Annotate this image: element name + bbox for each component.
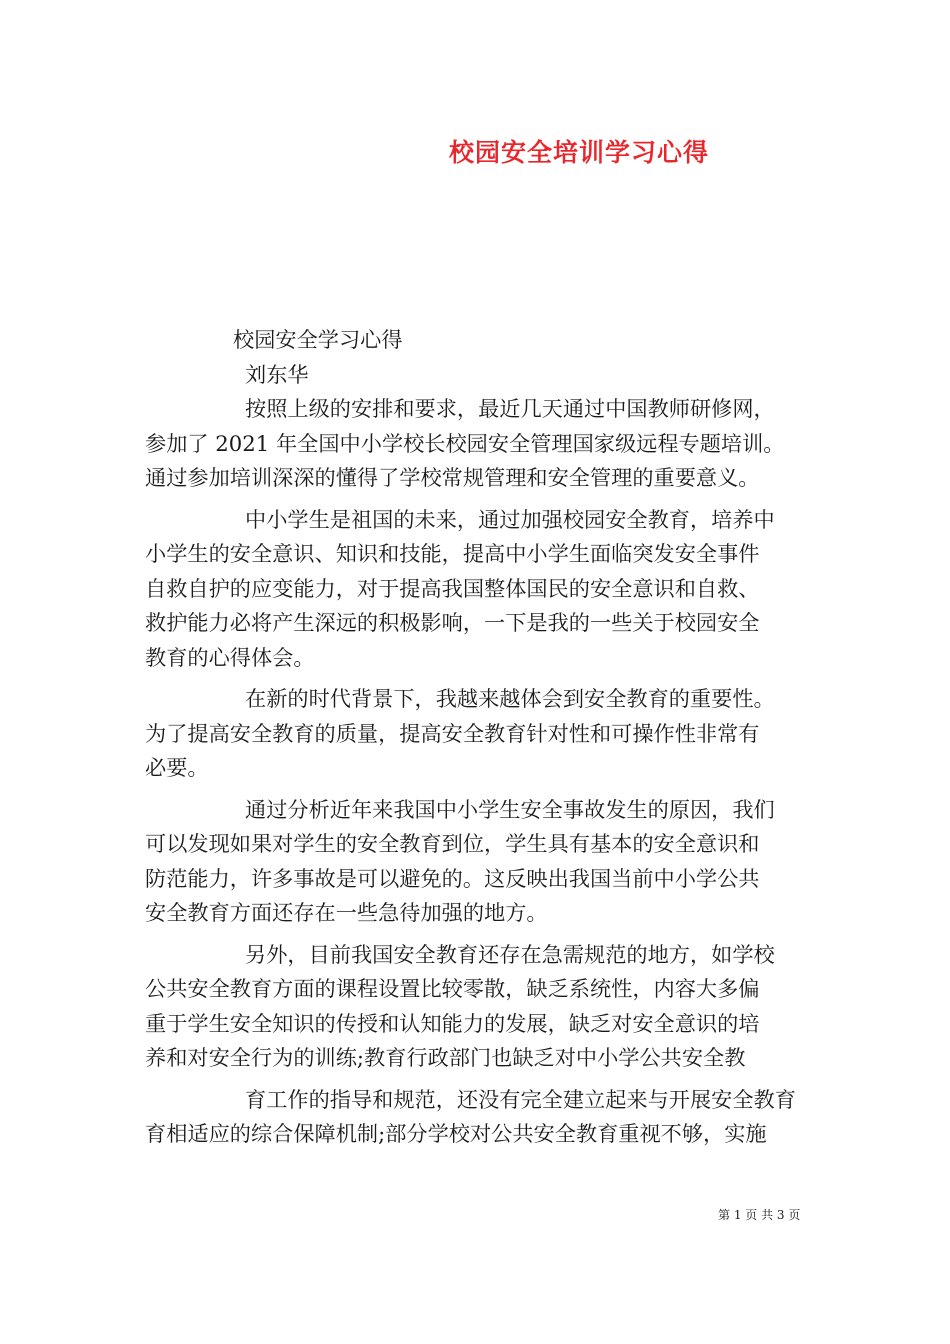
paragraph-line: 公共安全教育方面的课程设置比较零散，缺乏系统性，内容大多偏 (145, 976, 760, 1001)
paragraph-5 (145, 938, 810, 1076)
paragraph-line: 小学生的安全意识、知识和技能，提高中小学生面临突发安全事件 (145, 541, 760, 566)
paragraph-line: 安全教育方面还存在一些急待加强的地方。 (145, 900, 548, 925)
paragraph-line: 在新的时代背景下，我越来越体会到安全教育的重要性。 (245, 686, 775, 711)
paragraph-line: 必要。 (145, 755, 209, 780)
paragraph-line: 自救自护的应变能力，对于提高我国整体国民的安全意识和自救、 (145, 575, 760, 601)
paragraph-line: 教育的心得体会。 (145, 644, 315, 670)
paragraph-line: 育工作的指导和规范，还没有完全建立起来与开展安全教育 (245, 1086, 796, 1112)
document-subtitle: 校园安全学习心得 (233, 327, 403, 352)
paragraph-2 (145, 503, 810, 676)
paragraph-line: 另外，目前我国安全教育还存在急需规范的地方，如学校 (245, 941, 775, 967)
paragraph-line: 可以发现如果对学生的安全教育到位，学生具有基本的安全意识和 (145, 831, 760, 856)
paragraph-line: 养和对安全行为的训练;教育行政部门也缺乏对中小学公共安全教 (145, 1045, 746, 1070)
page-title: 校园安全培训学习心得 (449, 138, 710, 167)
paragraph-line: 重于学生安全知识的传授和认知能力的发展，缺乏对安全意识的培 (145, 1010, 760, 1036)
paragraph-3 (145, 682, 810, 786)
paragraph-4 (145, 793, 810, 931)
paragraph-line: 按照上级的安排和要求，最近几天通过中国教师研修网， (245, 396, 775, 421)
paragraph-line: 参加了 2021 年全国中小学校长校园安全管理国家级远程专题培训。 (145, 430, 785, 456)
page-number: 第 1 页 共 3 页 (718, 1208, 801, 1222)
paragraph-line: 为了提高安全教育的质量，提高安全教育针对性和可操作性非常有 (145, 720, 760, 746)
author-name: 刘东华 (245, 361, 309, 387)
paragraph-line: 育相适应的综合保障机制;部分学校对公共安全教育重视不够，实施 (145, 1121, 767, 1146)
paragraph-1 (145, 392, 810, 496)
paragraph-line: 中小学生是祖国的未来，通过加强校园安全教育，培养中 (245, 506, 775, 532)
paragraph-line: 防范能力，许多事故是可以避免的。这反映出我国当前中小学公共 (145, 865, 760, 891)
document-body (145, 323, 810, 1159)
paragraph-line: 通过分析近年来我国中小学生安全事故发生的原因，我们 (245, 796, 775, 822)
paragraph-6 (145, 1083, 810, 1152)
paragraph-line: 救护能力必将产生深远的积极影响，一下是我的一些关于校园安全 (145, 610, 760, 635)
paragraph-line: 通过参加培训深深的懂得了学校常规管理和安全管理的重要意义。 (145, 465, 760, 490)
